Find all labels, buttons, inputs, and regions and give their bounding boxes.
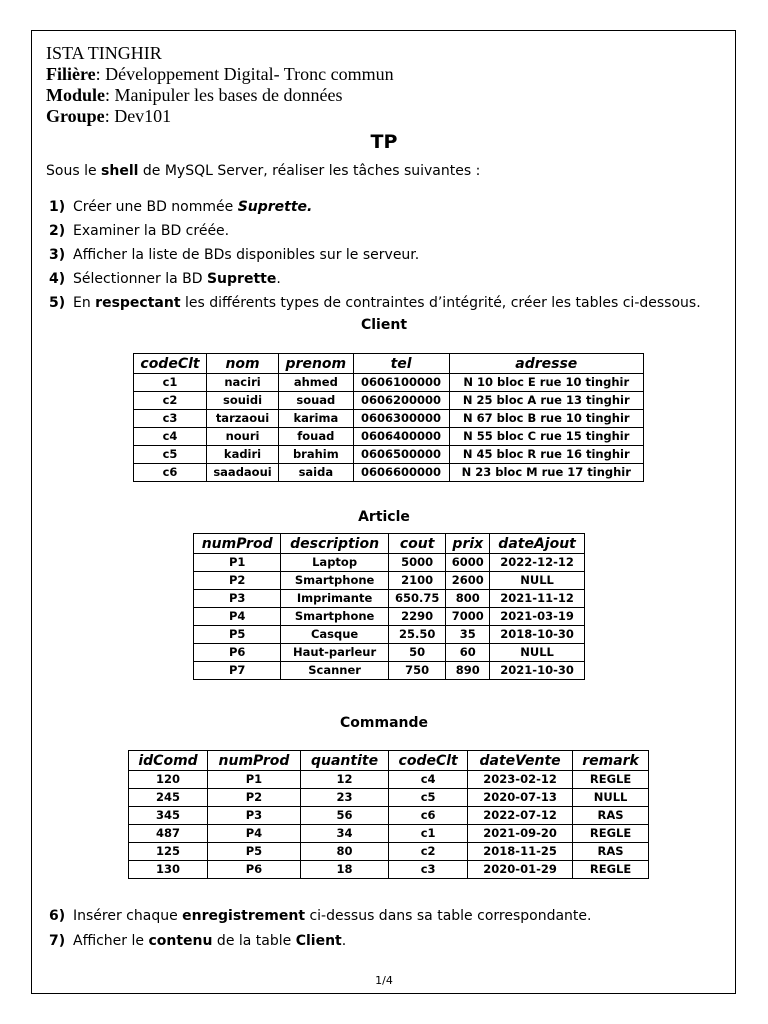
client-column-header: tel	[353, 354, 449, 374]
article-cell: P3	[194, 590, 281, 608]
task-3: 3) Afficher la liste de BDs disponibles sur le serveur.	[49, 247, 420, 263]
commande-cell: 12	[300, 771, 388, 789]
commande-cell: 130	[129, 861, 208, 879]
table-row	[134, 410, 644, 428]
commande-cell: 245	[129, 789, 208, 807]
commande-cell: 80	[300, 843, 388, 861]
article-cell: P5	[194, 626, 281, 644]
client-header-row	[134, 354, 644, 374]
intro-text: Sous le shell de MySQL Server, réaliser les tâches suivantes :	[46, 163, 481, 179]
article-cell: 2021-10-30	[490, 662, 585, 680]
client-cell: c2	[134, 392, 207, 410]
article-column-header: prix	[446, 534, 490, 554]
article-cell: 25.50	[388, 626, 446, 644]
task-1: 1) Créer une BD nommée Suprette.	[49, 199, 313, 215]
client-cell: c1	[134, 374, 207, 392]
client-column-header: adresse	[449, 354, 643, 374]
article-cell: Smartphone	[281, 608, 389, 626]
article-cell: 2022-12-12	[490, 554, 585, 572]
article-table	[193, 533, 585, 680]
commande-cell: 345	[129, 807, 208, 825]
commande-cell: REGLE	[573, 861, 649, 879]
article-cell: 6000	[446, 554, 490, 572]
module-value: : Manipuler les bases de données	[105, 85, 343, 105]
client-cell: 0606300000	[353, 410, 449, 428]
client-cell: c3	[134, 410, 207, 428]
page-title: TP	[370, 131, 398, 153]
commande-cell: 18	[300, 861, 388, 879]
client-cell: N 10 bloc E rue 10 tinghir	[449, 374, 643, 392]
commande-column-header: codeClt	[389, 751, 468, 771]
groupe-value: : Dev101	[104, 106, 172, 126]
client-cell: 0606200000	[353, 392, 449, 410]
commande-cell: 34	[300, 825, 388, 843]
table-row	[134, 446, 644, 464]
article-cell: NULL	[490, 572, 585, 590]
commande-header-row	[129, 751, 649, 771]
commande-column-header: quantite	[300, 751, 388, 771]
commande-cell: 487	[129, 825, 208, 843]
commande-cell: c4	[389, 771, 468, 789]
client-cell: souidi	[206, 392, 278, 410]
client-cell: N 25 bloc A rue 13 tinghir	[449, 392, 643, 410]
article-cell: 750	[388, 662, 446, 680]
commande-cell: 2022-07-12	[468, 807, 573, 825]
module-label: Module	[46, 85, 106, 105]
commande-cell: REGLE	[573, 825, 649, 843]
commande-cell: 56	[300, 807, 388, 825]
client-cell: kadiri	[206, 446, 278, 464]
commande-cell: REGLE	[573, 771, 649, 789]
page-number: 1/4	[375, 974, 393, 987]
client-column-header: prenom	[279, 354, 354, 374]
article-caption: Article	[358, 509, 410, 525]
client-column-header: codeClt	[134, 354, 207, 374]
filiere-label: Filière	[46, 64, 96, 84]
article-cell: 2021-03-19	[490, 608, 585, 626]
table-row	[129, 789, 649, 807]
module-line	[46, 85, 342, 105]
table-row	[129, 843, 649, 861]
article-column-header: dateAjout	[490, 534, 585, 554]
article-column-header: description	[281, 534, 389, 554]
article-cell: Imprimante	[281, 590, 389, 608]
table-row	[129, 825, 649, 843]
commande-cell: RAS	[573, 843, 649, 861]
client-cell: N 55 bloc C rue 15 tinghir	[449, 428, 643, 446]
commande-cell: c5	[389, 789, 468, 807]
client-cell: souad	[279, 392, 354, 410]
client-cell: 0606100000	[353, 374, 449, 392]
table-row	[129, 771, 649, 789]
table-row	[194, 662, 585, 680]
client-cell: 0606400000	[353, 428, 449, 446]
article-cell: P1	[194, 554, 281, 572]
commande-cell: 125	[129, 843, 208, 861]
commande-column-header: idComd	[129, 751, 208, 771]
article-header-row	[194, 534, 585, 554]
client-cell: nouri	[206, 428, 278, 446]
client-cell: N 45 bloc R rue 16 tinghir	[449, 446, 643, 464]
client-cell: 0606500000	[353, 446, 449, 464]
school-name: ISTA TINGHIR	[46, 43, 162, 63]
commande-cell: P2	[208, 789, 301, 807]
commande-cell: P3	[208, 807, 301, 825]
table-row	[134, 374, 644, 392]
commande-cell: c2	[389, 843, 468, 861]
commande-column-header: numProd	[208, 751, 301, 771]
commande-cell: 2023-02-12	[468, 771, 573, 789]
client-cell: N 23 bloc M rue 17 tinghir	[449, 464, 643, 482]
task-2: 2) Examiner la BD créée.	[49, 223, 230, 239]
client-cell: c4	[134, 428, 207, 446]
commande-column-header: dateVente	[468, 751, 573, 771]
commande-table	[128, 750, 649, 879]
commande-cell: 2020-01-29	[468, 861, 573, 879]
article-cell: Smartphone	[281, 572, 389, 590]
article-cell: P6	[194, 644, 281, 662]
task-5: 5) En respectant les différents types de contraintes d’intégrité, créer les tables ci-dessous.	[49, 295, 701, 311]
table-row	[129, 861, 649, 879]
table-row	[194, 590, 585, 608]
commande-cell: RAS	[573, 807, 649, 825]
client-cell: karima	[279, 410, 354, 428]
article-cell: Casque	[281, 626, 389, 644]
article-cell: 650.75	[388, 590, 446, 608]
client-cell: naciri	[206, 374, 278, 392]
commande-cell: P4	[208, 825, 301, 843]
article-cell: Laptop	[281, 554, 389, 572]
table-row	[194, 554, 585, 572]
client-cell: c6	[134, 464, 207, 482]
table-row	[129, 807, 649, 825]
commande-cell: NULL	[573, 789, 649, 807]
groupe-label: Groupe	[46, 106, 105, 126]
commande-cell: 23	[300, 789, 388, 807]
commande-cell: P6	[208, 861, 301, 879]
filiere-line	[46, 64, 394, 84]
article-cell: 2021-11-12	[490, 590, 585, 608]
table-row	[134, 428, 644, 446]
article-cell: 2100	[388, 572, 446, 590]
filiere-value: : Développement Digital- Tronc commun	[95, 64, 394, 84]
article-cell: Haut-parleur	[281, 644, 389, 662]
table-row	[194, 626, 585, 644]
article-cell: P2	[194, 572, 281, 590]
article-cell: 2018-10-30	[490, 626, 585, 644]
article-cell: 35	[446, 626, 490, 644]
task-4: 4) Sélectionner la BD Suprette.	[49, 271, 281, 287]
commande-cell: 2021-09-20	[468, 825, 573, 843]
commande-cell: 2018-11-25	[468, 843, 573, 861]
commande-caption: Commande	[340, 715, 428, 731]
table-row	[134, 464, 644, 482]
table-row	[194, 608, 585, 626]
task-6: 6) Insérer chaque enregistrement ci-dessus dans sa table correspondante.	[49, 908, 592, 924]
commande-cell: c6	[389, 807, 468, 825]
client-cell: 0606600000	[353, 464, 449, 482]
article-cell: NULL	[490, 644, 585, 662]
client-cell: tarzaoui	[206, 410, 278, 428]
client-table	[133, 353, 644, 482]
commande-cell: 2020-07-13	[468, 789, 573, 807]
client-cell: fouad	[279, 428, 354, 446]
article-cell: 2600	[446, 572, 490, 590]
client-column-header: nom	[206, 354, 278, 374]
table-row	[134, 392, 644, 410]
commande-cell: P5	[208, 843, 301, 861]
article-cell: 7000	[446, 608, 490, 626]
commande-cell: c1	[389, 825, 468, 843]
article-cell: P4	[194, 608, 281, 626]
client-cell: N 67 bloc B rue 10 tinghir	[449, 410, 643, 428]
commande-cell: P1	[208, 771, 301, 789]
article-cell: 60	[446, 644, 490, 662]
client-cell: ahmed	[279, 374, 354, 392]
client-cell: saida	[279, 464, 354, 482]
client-cell: brahim	[279, 446, 354, 464]
article-column-header: numProd	[194, 534, 281, 554]
groupe-line	[46, 106, 171, 126]
commande-cell: 120	[129, 771, 208, 789]
article-cell: P7	[194, 662, 281, 680]
commande-cell: c3	[389, 861, 468, 879]
article-cell: Scanner	[281, 662, 389, 680]
article-cell: 50	[388, 644, 446, 662]
table-row	[194, 644, 585, 662]
client-caption: Client	[360, 317, 408, 333]
task-7: 7) Afficher le contenu de la table Client.	[49, 933, 347, 949]
article-cell: 5000	[388, 554, 446, 572]
table-row	[194, 572, 585, 590]
article-cell: 890	[446, 662, 490, 680]
commande-column-header: remark	[573, 751, 649, 771]
client-cell: c5	[134, 446, 207, 464]
client-cell: saadaoui	[206, 464, 278, 482]
article-column-header: cout	[388, 534, 446, 554]
article-cell: 800	[446, 590, 490, 608]
article-cell: 2290	[388, 608, 446, 626]
